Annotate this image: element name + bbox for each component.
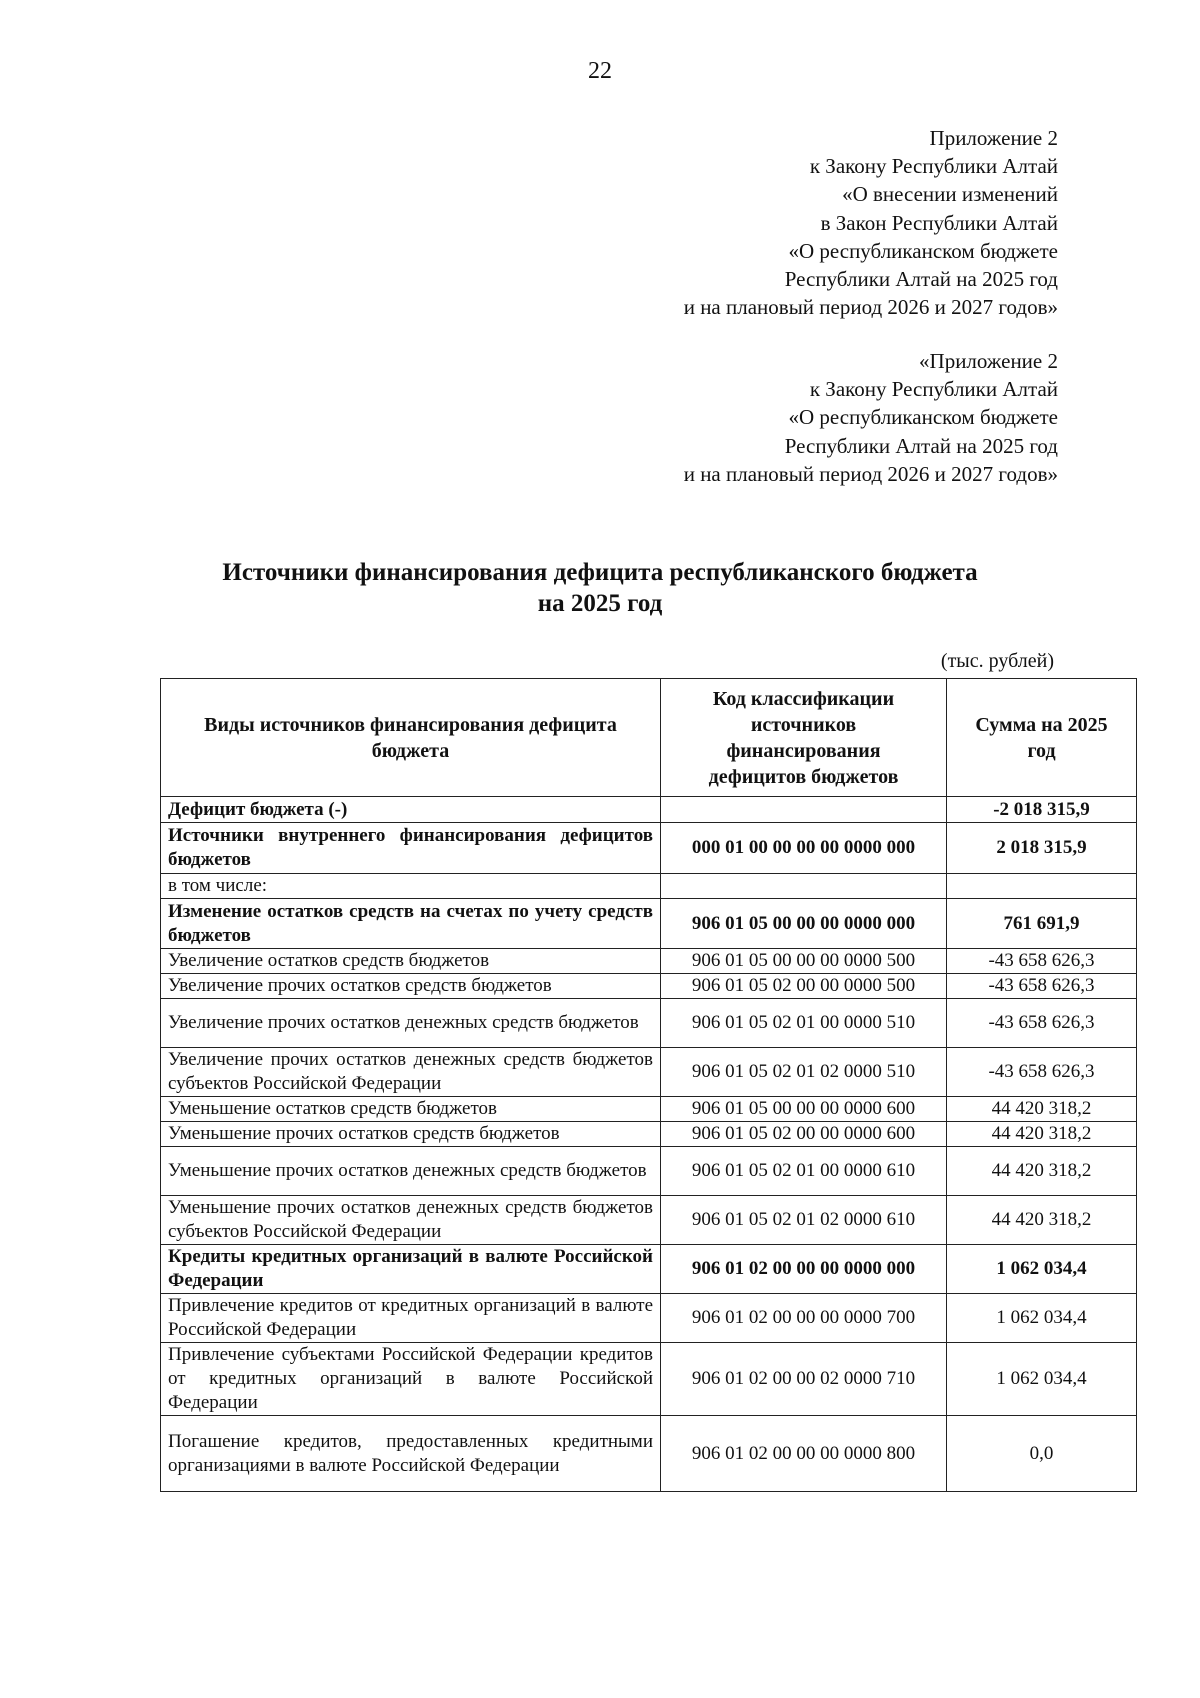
header-source-type: Виды источников финансирования дефицита бюджета <box>161 679 661 797</box>
document-title-line: Источники финансирования дефицита республиканского бюджета <box>222 559 978 586</box>
row-amount: -43 658 626,3 <box>947 974 1137 999</box>
row-source-name: Уменьшение остатков средств бюджетов <box>161 1097 661 1122</box>
document-title-line: на 2025 год <box>537 590 663 617</box>
table-row <box>161 1097 1137 1122</box>
table-row <box>161 974 1137 999</box>
row-source-name: Погашение кредитов, предоставленных кредитными организациями в валюте Российской Федерации <box>161 1416 661 1492</box>
row-classification-code: 906 01 05 02 01 02 0000 610 <box>661 1196 947 1245</box>
row-source-name: Привлечение субъектами Российской Федерации кредитов от кредитных организаций в валюте Российской Федерации <box>161 1343 661 1416</box>
row-source-name: Привлечение кредитов от кредитных организаций в валюте Российской Федерации <box>161 1294 661 1343</box>
page-number: 22 <box>588 58 612 84</box>
table-row <box>161 797 1137 823</box>
row-amount: 1 062 034,4 <box>947 1245 1137 1294</box>
table-row <box>161 949 1137 974</box>
row-source-name: Дефицит бюджета (-) <box>161 797 661 823</box>
table-row <box>161 1343 1137 1416</box>
row-source-name: Увеличение прочих остатков средств бюджетов <box>161 974 661 999</box>
row-amount: 0,0 <box>947 1416 1137 1492</box>
appendix-header <box>684 124 1058 321</box>
row-amount: -43 658 626,3 <box>947 999 1137 1048</box>
row-classification-code: 906 01 05 02 01 00 0000 610 <box>661 1147 947 1196</box>
budget-sources-table <box>160 678 1137 1492</box>
row-classification-code: 906 01 05 02 01 02 0000 510 <box>661 1048 947 1097</box>
row-classification-code: 906 01 05 02 00 00 0000 500 <box>661 974 947 999</box>
row-classification-code: 906 01 05 00 00 00 0000 600 <box>661 1097 947 1122</box>
row-source-name: Увеличение прочих остатков денежных средств бюджетов <box>161 999 661 1048</box>
row-classification-code: 906 01 02 00 00 02 0000 710 <box>661 1343 947 1416</box>
row-amount: 44 420 318,2 <box>947 1097 1137 1122</box>
table-row <box>161 1147 1137 1196</box>
table-row <box>161 899 1137 949</box>
row-amount: 2 018 315,9 <box>947 823 1137 874</box>
row-classification-code: 906 01 02 00 00 00 0000 700 <box>661 1294 947 1343</box>
row-amount: -43 658 626,3 <box>947 1048 1137 1097</box>
appendix-line: «Приложение 2 <box>919 349 1058 373</box>
table-row <box>161 874 1137 899</box>
table-row <box>161 1122 1137 1147</box>
appendix-line: Республики Алтай на 2025 год <box>784 433 1058 458</box>
table-row <box>161 823 1137 874</box>
appendix-line: и на плановый период 2026 и 2027 годов» <box>683 461 1058 486</box>
row-amount: 1 062 034,4 <box>947 1294 1137 1343</box>
table-row <box>161 1245 1137 1294</box>
row-source-name: Источники внутреннего финансирования дефицитов бюджетов <box>161 823 661 874</box>
row-classification-code <box>661 797 947 823</box>
table-header-row <box>161 679 1137 797</box>
row-classification-code: 906 01 05 02 01 00 0000 510 <box>661 999 947 1048</box>
row-source-name: Увеличение прочих остатков денежных средств бюджетов субъектов Российской Федерации <box>161 1048 661 1097</box>
document-title <box>0 557 1200 619</box>
row-classification-code: 906 01 05 00 00 00 0000 000 <box>661 899 947 949</box>
row-source-name: Кредиты кредитных организаций в валюте Российской Федерации <box>161 1245 661 1294</box>
original-appendix-header <box>684 347 1058 488</box>
row-source-name: Изменение остатков средств на счетах по учету средств бюджетов <box>161 899 661 949</box>
row-amount <box>947 874 1137 899</box>
units-label: (тыс. рублей) <box>940 650 1054 672</box>
row-classification-code: 906 01 02 00 00 00 0000 800 <box>661 1416 947 1492</box>
table-row <box>161 1294 1137 1343</box>
row-amount: 1 062 034,4 <box>947 1343 1137 1416</box>
row-amount: 44 420 318,2 <box>947 1122 1137 1147</box>
table-row <box>161 999 1137 1048</box>
row-classification-code: 906 01 05 02 00 00 0000 600 <box>661 1122 947 1147</box>
table-row <box>161 1048 1137 1097</box>
table-row <box>161 1196 1137 1245</box>
header-amount: Сумма на 2025 год <box>947 679 1137 797</box>
row-amount: 44 420 318,2 <box>947 1147 1137 1196</box>
appendix-line: Приложение 2 <box>929 126 1058 150</box>
table-row <box>161 1416 1137 1492</box>
header-classification-code: Код классификации источников финансирования дефицитов бюджетов <box>661 679 947 797</box>
row-source-name: в том числе: <box>161 874 661 899</box>
row-classification-code: 906 01 05 00 00 00 0000 500 <box>661 949 947 974</box>
row-classification-code: 000 01 00 00 00 00 0000 000 <box>661 823 947 874</box>
appendix-line: в Закон Республики Алтай <box>820 210 1058 235</box>
row-amount: 761 691,9 <box>947 899 1137 949</box>
row-source-name: Уменьшение прочих остатков средств бюджетов <box>161 1122 661 1147</box>
appendix-line: «О внесении изменений <box>842 182 1058 207</box>
row-classification-code: 906 01 02 00 00 00 0000 000 <box>661 1245 947 1294</box>
appendix-line: «О республиканском бюджете <box>788 405 1058 430</box>
row-amount: -2 018 315,9 <box>947 797 1137 823</box>
row-source-name: Уменьшение прочих остатков денежных средств бюджетов <box>161 1147 661 1196</box>
appendix-line: «О республиканском бюджете <box>788 238 1058 263</box>
appendix-line: к Закону Республики Алтай <box>809 377 1058 402</box>
row-amount: 44 420 318,2 <box>947 1196 1137 1245</box>
appendix-line: Республики Алтай на 2025 год <box>784 267 1058 292</box>
row-source-name: Уменьшение прочих остатков денежных средств бюджетов субъектов Российской Федерации <box>161 1196 661 1245</box>
row-source-name: Увеличение остатков средств бюджетов <box>161 949 661 974</box>
appendix-line: к Закону Республики Алтай <box>809 154 1058 179</box>
row-amount: -43 658 626,3 <box>947 949 1137 974</box>
row-classification-code <box>661 874 947 899</box>
appendix-line: и на плановый период 2026 и 2027 годов» <box>683 295 1058 320</box>
